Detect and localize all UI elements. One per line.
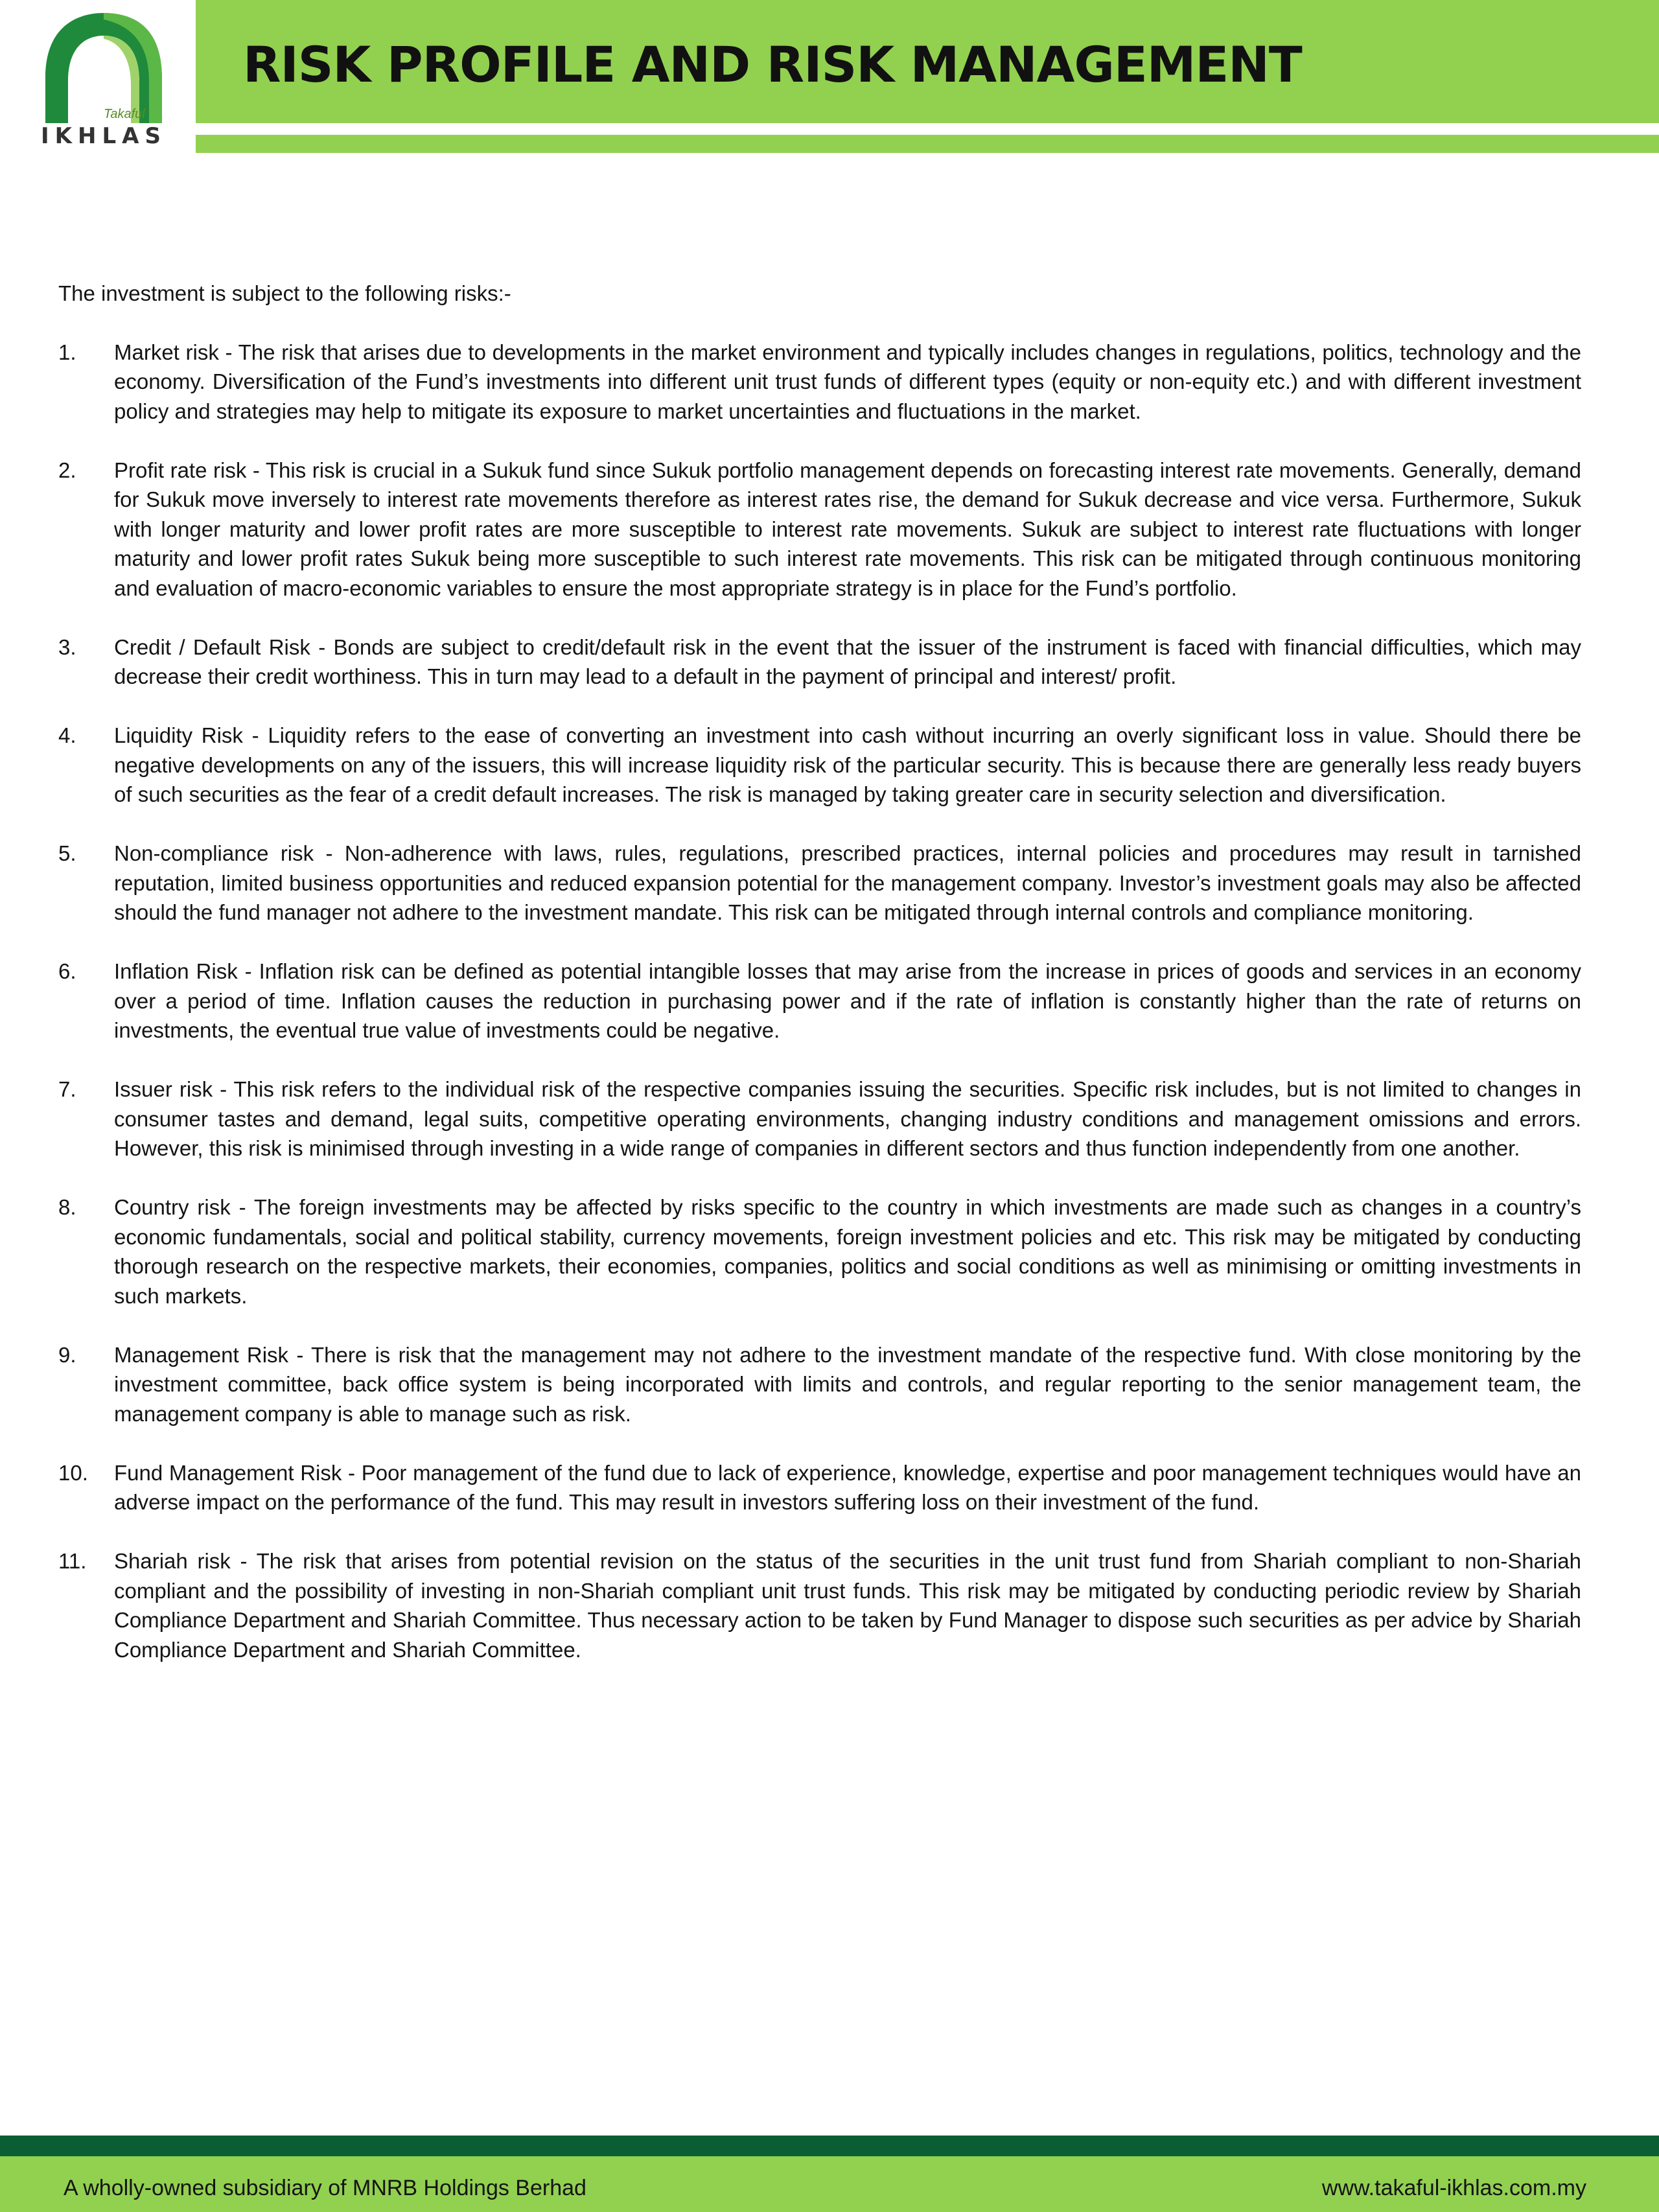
item-number: 11. (58, 1549, 87, 1573)
header-lower-band (196, 135, 1659, 153)
item-text: Fund Management Risk - Poor management of the fund due to lack of experience, knowledge, expertise and poor management techniques would have an adverse impact on the performance of the fund. This may result in investors suffering loss on their investment of the fund. (114, 1460, 1581, 1514)
list-item (58, 633, 1581, 692)
document-body (58, 279, 1581, 1694)
footer-subsidiary-text: A wholly-owned subsidiary of MNRB Holdings Berhad (64, 2176, 586, 2200)
item-number: 3. (58, 634, 76, 659)
item-text: Non-compliance risk - Non-adherence with laws, rules, regulations, prescribed practices, internal policies and procedures may result in tarnished reputation, limited business opportunities and reduced expansion potential for the management company. Investor’s investment goals may also be affected should the fund manager not adhere to the investment mandate. This risk can be mitigated through internal controls and compliance monitoring. (114, 841, 1581, 924)
item-number: 4. (58, 723, 76, 747)
footer-website-link[interactable]: www.takaful-ikhlas.com.my (1321, 2176, 1586, 2200)
page-title: RISK PROFILE AND RISK MANAGEMENT (243, 36, 1302, 93)
item-text: Credit / Default Risk - Bonds are subject to credit/default risk in the event that the issuer of the instrument is faced with financial difficulties, which may decrease their credit worthiness. This in turn may lead to a default in the payment of principal and interest/ profit. (114, 634, 1581, 688)
item-text: Market risk - The risk that arises due to developments in the market environment and typically includes changes in regulations, politics, technology and the economy. Diversification of the Fund’s investments into different unit trust funds of different types (equity or non-equity etc.) and with different investment policy and strategies may help to mitigate its exposure to market uncertainties and fluctuations in the market. (114, 340, 1581, 423)
item-text: Inflation Risk - Inflation risk can be defined as potential intangible losses that may arise from the increase in prices of goods and services in an economy over a period of time. Inflation causes the reduction in purchasing power and if the rate of inflation is constantly higher than the rate of returns on investments, the eventual true value of investments could be negative. (114, 959, 1581, 1042)
list-item (58, 1546, 1581, 1664)
list-item (58, 1458, 1581, 1517)
list-item (58, 1075, 1581, 1163)
arch-logo-icon (26, 0, 181, 123)
header-divider (196, 123, 1659, 135)
item-number: 10. (58, 1460, 88, 1485)
item-number: 1. (58, 340, 76, 364)
list-item (58, 338, 1581, 426)
risk-list (58, 338, 1581, 1665)
item-number: 8. (58, 1195, 76, 1219)
company-logo (26, 0, 181, 152)
list-item (58, 1340, 1581, 1429)
item-text: Country risk - The foreign investments may be affected by risks specific to the country in which investments are made such as changes in a country’s economic fundamentals, social and political stability, currency movements, foreign investment policies and etc. This risk may be mitigated by conducting thorough research on the respective markets, their economies, companies, politics and social conditions as well as minimising or omitting investments in such markets. (114, 1195, 1581, 1308)
list-item (58, 1193, 1581, 1310)
item-number: 6. (58, 959, 76, 983)
item-text: Management Risk - There is risk that the management may not adhere to the investment mandate of the respective fund. With close monitoring by the investment committee, back office system is being incorporated with limits and controls, and regular reporting to the senior management team, the management company is able to manage such as risk. (114, 1342, 1581, 1426)
item-number: 9. (58, 1342, 76, 1367)
item-number: 7. (58, 1077, 76, 1101)
item-text: Liquidity Risk - Liquidity refers to the ease of converting an investment into cash without incurring an overly significant loss in value. Should there be negative developments on any of the issuers, this will increase liquidity risk of the particular security. This is because there are generally less ready buyers of such securities as the fear of a credit default increases. The risk is managed by taking greater care in security selection and diversification. (114, 723, 1581, 806)
list-item (58, 721, 1581, 809)
item-text: Shariah risk - The risk that arises from potential revision on the status of the securities in the unit trust fund from Shariah compliant to non-Shariah compliant and the possibility of investing in non-Shariah compliant unit trust funds. This risk may be mitigated by conducting periodic review by Shariah Compliance Department and Shariah Committee. Thus necessary action to be taken by Fund Manager to dispose such securities as per advice by Shariah Compliance Department and Shariah Committee. (114, 1549, 1581, 1662)
logo-small-text: Takaful (104, 107, 145, 121)
item-number: 5. (58, 841, 76, 865)
list-item (58, 957, 1581, 1045)
item-text: Issuer risk - This risk refers to the individual risk of the respective companies issuing the securities. Specific risk includes, but is not limited to changes in consumer tastes and demand, legal suits, competitive operating environments, changing industry conditions and management omissions and errors. However, this risk is minimised through investing in a wide range of companies in different sectors and thus function independently from one another. (114, 1077, 1581, 1160)
item-text: Profit rate risk - This risk is crucial in a Sukuk fund since Sukuk portfolio management depends on forecasting interest rate movements. Generally, demand for Sukuk move inversely to interest rate movements therefore as interest rates rise, the demand for Sukuk decrease and vice versa. Furthermore, Sukuk with longer maturity and lower profit rates are more susceptible to interest rate movements. Sukuk are subject to interest rate fluctuations with longer maturity and lower profit rates Sukuk being more susceptible to such interest rate movements. This risk can be mitigated through continuous monitoring and evaluation of macro-economic variables to ensure the most appropriate strategy is in place for the Fund’s portfolio. (114, 458, 1581, 600)
list-item (58, 839, 1581, 927)
item-number: 2. (58, 458, 76, 482)
footer-dark-band (0, 2136, 1659, 2156)
logo-wordmark: IKHLAS (41, 123, 167, 149)
intro-text: The investment is subject to the following risks:- (58, 281, 511, 305)
list-item (58, 456, 1581, 603)
